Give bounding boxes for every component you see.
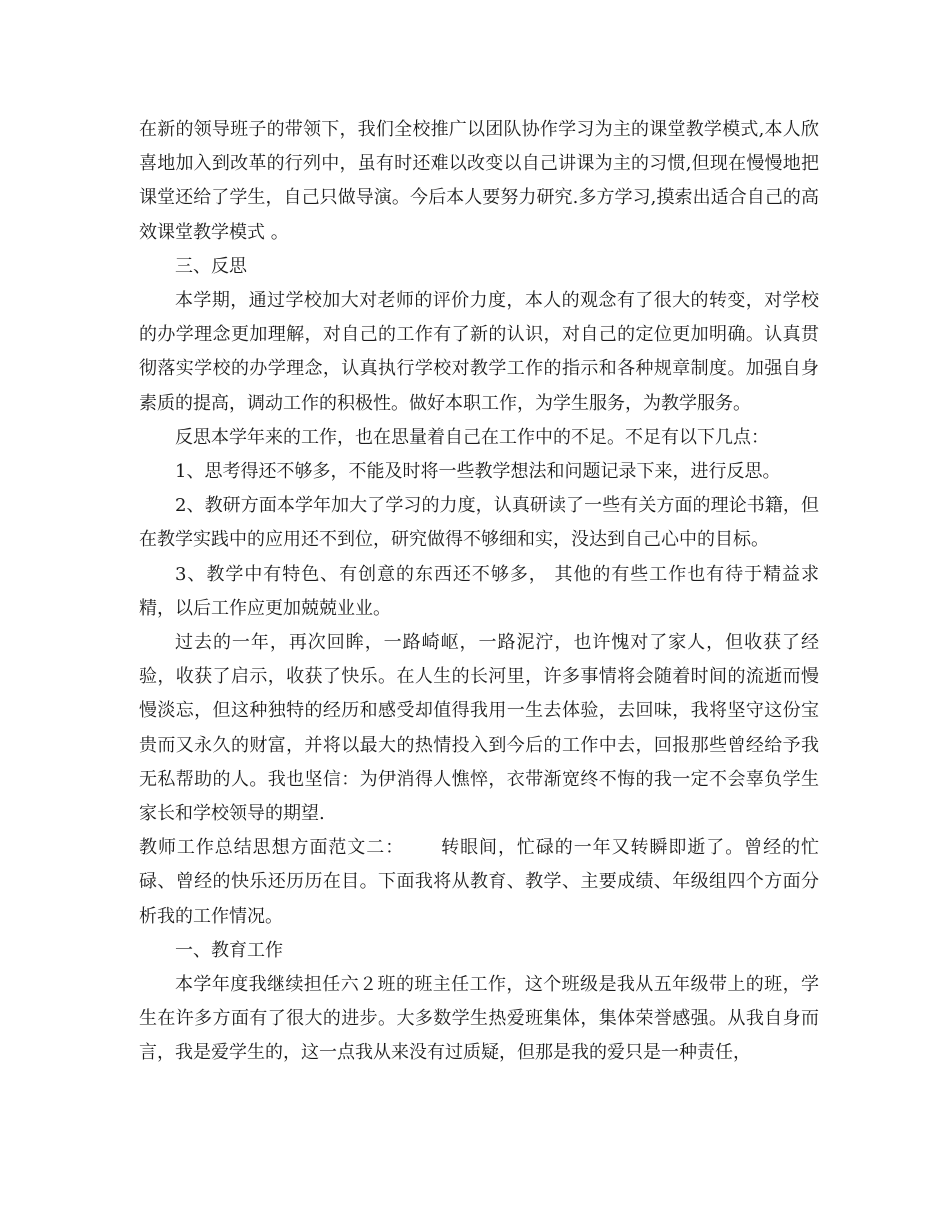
section-two xyxy=(139,831,819,934)
document-body xyxy=(139,113,819,1071)
paragraph-education-work: 本学年度我继续担任六２班的班主任工作，这个班级是我从五年级带上的班，学生在许多方面有了很大的进步。大多数学生热爱班集体，集体荣誉感强。从我自身而言，我是爱学生的，这一点我从来没有过质疑，但那是我的爱只是一种责任， xyxy=(139,974,819,1064)
list-item-shortcoming-3: 3、教学中有特色、有创意的东西还不够多， 其他的有些工作也有待于精益求精，以后工作应更加兢兢业业。 xyxy=(139,563,819,619)
paragraph-reflection-intro: 本学期，通过学校加大对老师的评价力度，本人的观念有了很大的转变，对学校的办学理念更加理解，对自己的工作有了新的认识，对自己的定位更加明确。认真贯彻落实学校的办学理念，认真执行学校对教学工作的指示和各种规章制度。加强自身素质的提高，调动工作的积极性。做好本职工作，为学生服务，为教学服务。 xyxy=(139,290,819,414)
paragraph-year-review: 过去的一年，再次回眸，一路崎岖，一路泥泞，也许愧对了家人，但收获了经验，收获了启示，收获了快乐。在人生的长河里，许多事情将会随着时间的流逝而慢慢淡忘，但这种独特的经历和感受却值得我用一生去体验，去回味，我将坚守这份宝贵而又永久的财富，并将以最大的热情投入到今后的工作中去，回报那些曾经给予我无私帮助的人。我也坚信：为伊消得人憔悴，衣带渐宽终不悔的我一定不会辜负学生家长和学校领导的期望. xyxy=(139,632,819,825)
list-item-shortcoming-1: 1、思考得还不够多，不能及时将一些教学想法和问题记录下来，进行反思。 xyxy=(175,461,781,483)
list-item-shortcoming-2: 2、教研方面本学年加大了学习的力度，认真研读了一些有关方面的理论书籍，但在教学实践中的应用还不到位，研究做得不够细和实，没达到自己心中的目标。 xyxy=(139,495,819,551)
heading-reflection: 三、反思 xyxy=(175,255,247,277)
paragraph-classroom-reform: 在新的领导班子的带领下，我们全校推广以团队协作学习为主的课堂教学模式,本人欣喜地加入到改革的行列中，虽有时还难以改变以自己讲课为主的习惯,但现在慢慢地把课堂还给了学生，自己只做导演。今后本人要努力研究.多方学习,摸索出适合自己的高效课堂教学模式 。 xyxy=(139,119,819,243)
paragraph-shortcomings-intro: 反思本学年来的工作，也在思量着自己在工作中的不足。不足有以下几点： xyxy=(175,426,769,448)
heading-education-work: 一、教育工作 xyxy=(175,939,283,961)
section-intro: 转眼间，忙碌的一年又转瞬即逝了。曾经的忙碌、曾经的快乐还历历在目。下面我将从教育、教学、主要成绩、年级组四个方面分析我的工作情况。 xyxy=(139,837,820,927)
section-title: 教师工作总结思想方面范文二： xyxy=(139,837,405,859)
